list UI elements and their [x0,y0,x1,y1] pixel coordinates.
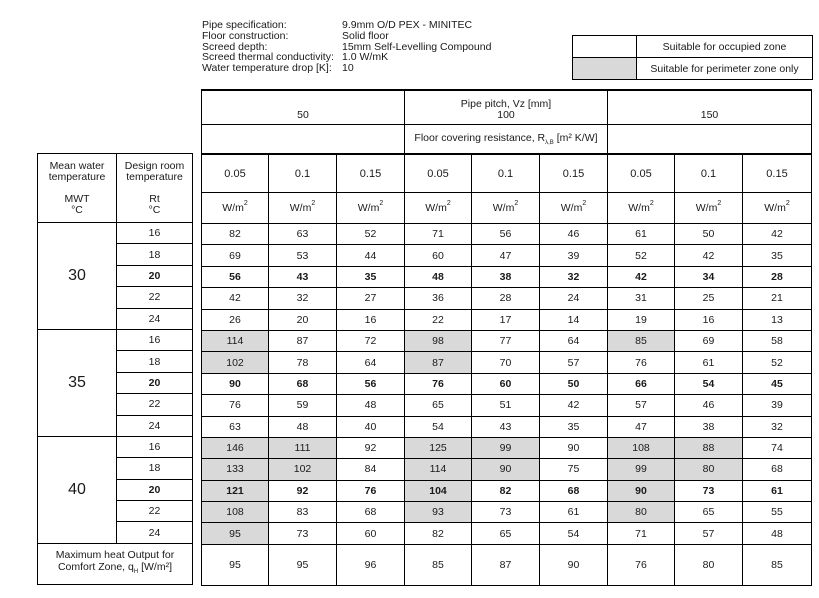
heat-output-cell: 52 [743,352,812,373]
heat-output-cell: 46 [675,395,743,416]
table-row [202,309,812,330]
heat-output-cell: 32 [269,288,337,309]
heat-output-cell: 65 [472,523,540,544]
rt-value: 22 [117,501,193,522]
unit-header: $W/m^2$ [743,193,812,224]
spec-block [202,20,491,74]
heat-output-cell: 28 [743,266,812,287]
heat-output-cell: 56 [337,373,405,394]
heat-output-cell: 43 [472,416,540,437]
resistance-header: 0.15 [337,154,405,193]
spec-label: Pipe specification: [202,19,287,31]
resistance-header: 0.1 [269,154,337,193]
heat-output-cell: 76 [337,480,405,501]
rt-value: 18 [117,351,193,372]
temperature-axis-table [37,153,193,585]
heat-output-cell: 58 [743,330,812,351]
heat-output-cell: 56 [472,224,540,245]
heat-output-cell: 121 [202,480,269,501]
resistance-header: 0.05 [405,154,472,193]
spec-label: Screed depth: [202,40,268,53]
table-row [202,437,812,458]
heat-output-cell: 42 [743,224,812,245]
max-heat-output-cell: 95 [202,544,269,585]
max-heat-output-cell: 76 [608,544,675,585]
heat-output-cell: 83 [269,502,337,523]
spec-value: Solid floor [342,29,389,42]
heat-output-cell: 90 [202,373,269,394]
mwt-header: Mean water temperature MWT °C [38,154,117,223]
heat-output-cell: 48 [269,416,337,437]
heat-output-cell: 69 [675,330,743,351]
heat-output-cell: 36 [405,288,472,309]
heat-output-cell: 90 [540,437,608,458]
heat-output-cell: 61 [608,224,675,245]
max-heat-output-cell: 85 [743,544,812,585]
rt-value: 24 [117,308,193,329]
heat-output-cell: 57 [608,395,675,416]
heat-output-cell: 70 [472,352,540,373]
heat-output-cell: 76 [608,352,675,373]
heat-output-cell: 55 [743,502,812,523]
heat-output-cell: 13 [743,309,812,330]
heat-output-cell: 87 [405,352,472,373]
heat-output-cell: 43 [269,266,337,287]
heat-output-cell: 52 [337,224,405,245]
rt-value: 22 [117,394,193,415]
rt-value: 18 [117,458,193,479]
heat-output-cell: 90 [472,459,540,480]
unit-header: $W/m^2$ [337,193,405,224]
rt-value: 18 [117,244,193,265]
heat-output-cell: 102 [269,459,337,480]
heat-output-cell: 92 [337,437,405,458]
heat-output-cell: 42 [675,245,743,266]
heat-output-cell: 64 [540,330,608,351]
heat-output-cell: 108 [202,502,269,523]
unit-header: $W/m^2$ [608,193,675,224]
heat-output-cell: 14 [540,309,608,330]
legend-swatch-perimeter [573,58,637,80]
table-row [202,352,812,373]
heat-output-cell: 24 [540,288,608,309]
heat-output-cell: 82 [472,480,540,501]
resistance-header: 0.1 [472,154,540,193]
heat-output-cell: 52 [608,245,675,266]
table-row [202,395,812,416]
heat-output-cell: 56 [202,266,269,287]
heat-output-cell: 16 [675,309,743,330]
heat-output-cell: 114 [405,459,472,480]
max-heat-output-cell: 90 [540,544,608,585]
resistance-header: 0.15 [743,154,812,193]
table-row [202,288,812,309]
legend-swatch-occupied [573,36,637,58]
max-heat-output-cell: 87 [472,544,540,585]
heat-output-cell: 98 [405,330,472,351]
heat-output-cell: 73 [472,502,540,523]
pipe-pitch-label: Pipe pitch, Vz [mm] [460,98,552,110]
resistance-blank-left [202,125,405,154]
heat-output-cell: 68 [540,480,608,501]
heat-output-cell: 76 [405,373,472,394]
heat-output-cell: 73 [675,480,743,501]
heat-output-cell: 39 [743,395,812,416]
heat-output-cell: 68 [337,502,405,523]
table-row [202,224,812,245]
heat-output-cell: 54 [540,523,608,544]
heat-output-cell: 50 [675,224,743,245]
rt-value: 24 [117,522,193,543]
heat-output-cell: 92 [269,480,337,501]
rt-value: 16 [117,436,193,457]
heat-output-cell: 47 [472,245,540,266]
heat-output-cell: 16 [337,309,405,330]
spec-value: 10 [342,62,354,75]
heat-output-cell: 21 [743,288,812,309]
table-row [202,416,812,437]
heat-output-cell: 60 [405,245,472,266]
heat-output-cell: 35 [743,245,812,266]
heat-output-cell: 22 [405,309,472,330]
rt-value: 16 [117,329,193,350]
heat-output-cell: 65 [405,395,472,416]
rt-value: 20 [117,372,193,393]
heat-output-cell: 84 [337,459,405,480]
heat-output-cell: 54 [675,373,743,394]
legend [572,35,813,80]
rt-value: 22 [117,287,193,308]
heat-output-cell: 61 [743,480,812,501]
heat-output-cell: 60 [337,523,405,544]
heat-output-cell: 26 [202,309,269,330]
heat-output-cell: 38 [472,266,540,287]
spec-label: Floor construction: [202,29,289,42]
spec-row [202,31,491,42]
heat-output-cell: 80 [675,459,743,480]
heat-output-cell: 82 [202,224,269,245]
heat-output-cell: 48 [337,395,405,416]
rt-value: 16 [117,223,193,244]
heat-output-cell: 114 [202,330,269,351]
heat-output-cell: 57 [540,352,608,373]
heat-output-cell: 66 [608,373,675,394]
table-row [202,502,812,523]
unit-header: $W/m^2$ [675,193,743,224]
heat-output-cell: 104 [405,480,472,501]
mwt-value: 40 [38,436,117,543]
table-row [202,523,812,544]
unit-header: $W/m^2$ [202,193,269,224]
heat-output-cell: 80 [608,502,675,523]
spec-row [202,63,491,74]
legend-perimeter-label: Suitable for perimeter zone only [637,58,813,80]
heat-output-cell: 77 [472,330,540,351]
heat-output-cell: 32 [743,416,812,437]
heat-output-cell: 63 [202,416,269,437]
heat-output-cell: 25 [675,288,743,309]
heat-output-cell: 133 [202,459,269,480]
table-row [202,373,812,394]
heat-output-cell: 20 [269,309,337,330]
heat-output-cell: 45 [743,373,812,394]
max-heat-output-cell: 96 [337,544,405,585]
heat-output-cell: 93 [405,502,472,523]
heat-output-cell: 34 [675,266,743,287]
heat-output-cell: 78 [269,352,337,373]
heat-output-cell: 61 [675,352,743,373]
spec-value: 15mm Self-Levelling Compound [342,40,492,53]
heat-output-cell: 73 [269,523,337,544]
mwt-value: 30 [38,223,117,330]
resistance-header: 0.05 [202,154,269,193]
heat-output-cell: 74 [743,437,812,458]
heat-output-cell: 71 [405,224,472,245]
heat-output-cell: 88 [675,437,743,458]
heat-output-cell: 48 [405,266,472,287]
heat-output-cell: 90 [608,480,675,501]
rt-value: 24 [117,415,193,436]
heat-output-cell: 27 [337,288,405,309]
unit-header: $W/m^2$ [405,193,472,224]
max-heat-output-cell: 95 [269,544,337,585]
heat-output-cell: 68 [269,373,337,394]
table-row [202,245,812,266]
heat-output-cell: 50 [540,373,608,394]
heat-output-cell: 47 [608,416,675,437]
heat-output-table [201,153,812,586]
heat-output-cell: 95 [202,523,269,544]
pitch-100: Pipe pitch, Vz [mm] 100 [405,90,608,125]
heat-output-cell: 99 [472,437,540,458]
heat-output-cell: 125 [405,437,472,458]
heat-output-cell: 51 [472,395,540,416]
heat-output-cell: 32 [540,266,608,287]
rt-value: 20 [117,479,193,500]
heat-output-cell: 108 [608,437,675,458]
heat-output-cell: 57 [675,523,743,544]
heat-output-cell: 64 [337,352,405,373]
max-heat-output-cell: 80 [675,544,743,585]
heat-output-cell: 44 [337,245,405,266]
floor-covering-resistance-label: Floor covering resistance, $R_{\lambda,B}$ [m² K/W] [405,125,608,154]
heat-output-cell: 68 [743,459,812,480]
spec-value: 1.0 W/mK [342,51,389,64]
heat-output-cell: 19 [608,309,675,330]
heat-output-cell: 42 [202,288,269,309]
heat-output-cell: 54 [405,416,472,437]
heat-output-cell: 38 [675,416,743,437]
rt-value: 20 [117,265,193,286]
table-row [202,480,812,501]
heat-output-cell: 53 [269,245,337,266]
heat-output-cell: 65 [675,502,743,523]
heat-output-cell: 59 [269,395,337,416]
spec-label: Screed thermal conductivity: [202,51,334,64]
spec-value: 9.9mm O/D PEX - MINITEC [342,19,473,31]
unit-header: $W/m^2$ [540,193,608,224]
pitch-50: 50 [202,90,405,125]
table-row [202,459,812,480]
heat-output-cell: 76 [202,395,269,416]
table-row [202,266,812,287]
heat-output-cell: 28 [472,288,540,309]
heat-output-cell: 48 [743,523,812,544]
resistance-blank-right [608,125,812,154]
heat-output-cell: 46 [540,224,608,245]
heat-output-cell: 85 [608,330,675,351]
heat-output-cell: 31 [608,288,675,309]
pipe-pitch-header [201,89,812,154]
legend-occupied-label: Suitable for occupied zone [637,36,813,58]
heat-output-cell: 146 [202,437,269,458]
max-heat-output-row [202,544,812,585]
heat-output-cell: 75 [540,459,608,480]
heat-output-cell: 87 [269,330,337,351]
heat-output-cell: 63 [269,224,337,245]
heat-output-cell: 39 [540,245,608,266]
heat-output-cell: 61 [540,502,608,523]
heat-output-cell: 60 [472,373,540,394]
heat-output-cell: 35 [540,416,608,437]
heat-output-cell: 40 [337,416,405,437]
heat-output-cell: 82 [405,523,472,544]
heat-output-cell: 72 [337,330,405,351]
heat-output-cell: 111 [269,437,337,458]
unit-header: $W/m^2$ [472,193,540,224]
max-heat-output-cell: 85 [405,544,472,585]
heat-output-cell: 17 [472,309,540,330]
table-row [202,330,812,351]
resistance-header: 0.15 [540,154,608,193]
mwt-value: 35 [38,329,117,436]
heat-output-cell: 35 [337,266,405,287]
resistance-header: 0.1 [675,154,743,193]
max-heat-output-label: Maximum heat Output for Comfort Zone, $q_H$ [W/m²] [38,543,193,584]
heat-output-cell: 42 [540,395,608,416]
spec-label: Water temperature drop [K]: [202,62,332,75]
heat-output-cell: 102 [202,352,269,373]
rt-header: Design room temperature Rt °C [117,154,193,223]
pitch-150: 150 [608,90,812,125]
unit-header: $W/m^2$ [269,193,337,224]
heat-output-cell: 99 [608,459,675,480]
resistance-header: 0.05 [608,154,675,193]
heat-output-cell: 69 [202,245,269,266]
heat-output-cell: 42 [608,266,675,287]
heat-output-cell: 71 [608,523,675,544]
